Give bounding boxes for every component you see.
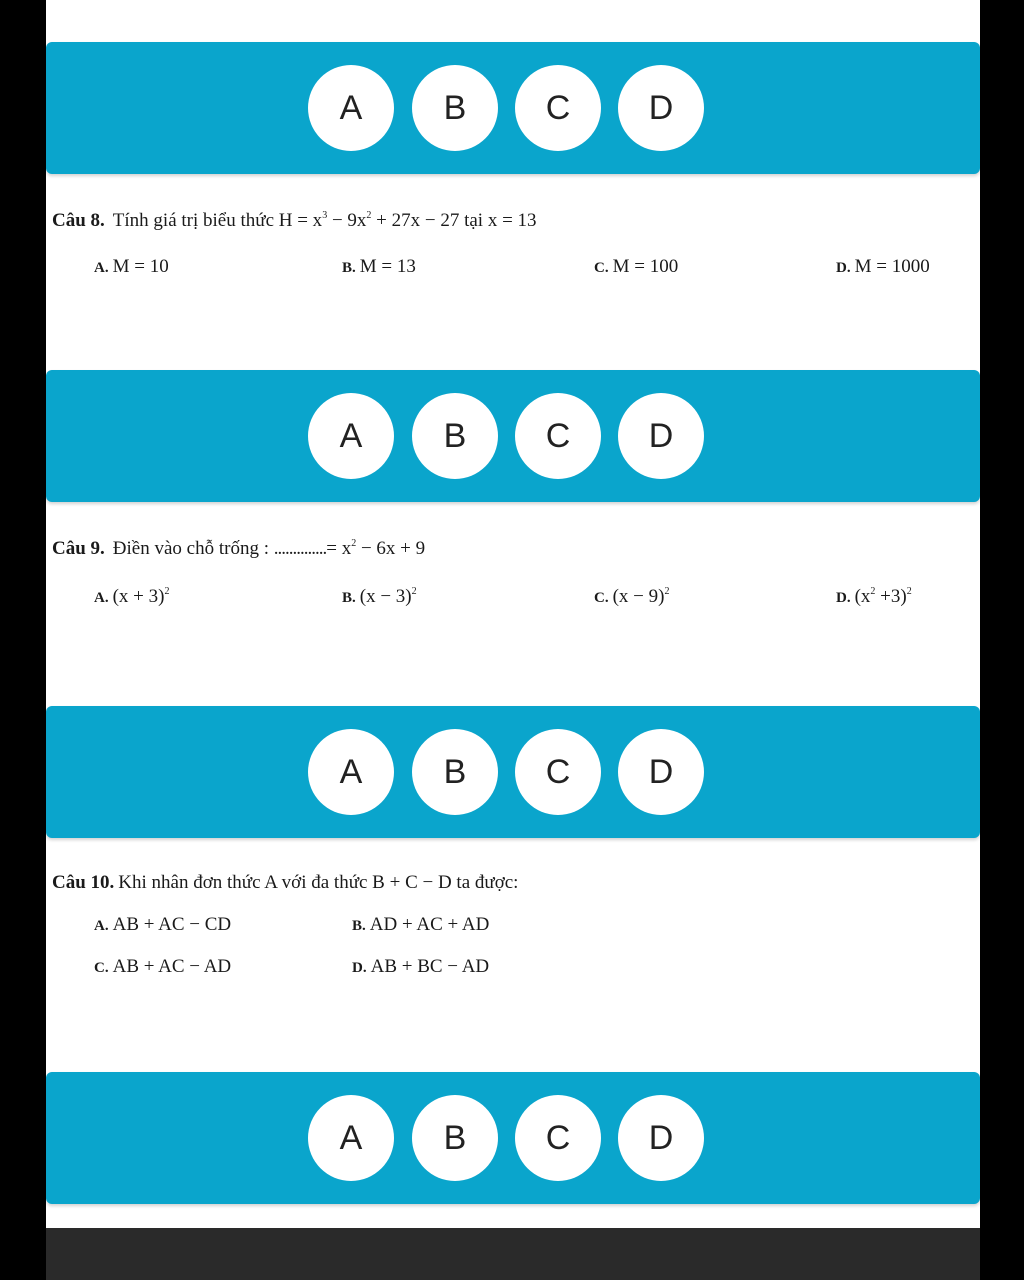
- fill-blank: ..............: [273, 538, 327, 559]
- question-10-text: Câu 10. Khi nhân đơn thức A với đa thức B + C − D ta được:: [52, 872, 519, 893]
- answer-button-d[interactable]: D: [618, 729, 704, 815]
- option-c: C. M = 100: [594, 256, 679, 277]
- bottom-navigation-bar: [46, 1228, 980, 1280]
- option-b: B. M = 13: [342, 256, 416, 277]
- answer-button-b[interactable]: B: [412, 729, 498, 815]
- option-d: D. $(x^2 +3)^2$: [836, 586, 912, 607]
- answer-button-c[interactable]: C: [515, 1095, 601, 1181]
- answer-button-b[interactable]: B: [412, 1095, 498, 1181]
- option-b: B. AD + AC + AD: [352, 914, 490, 935]
- option-d: D. M = 1000: [836, 256, 930, 277]
- option-a: A. M = 10: [94, 256, 169, 277]
- answer-button-b[interactable]: B: [412, 65, 498, 151]
- answer-bar-q10: [46, 1072, 980, 1204]
- option-d: D. AB + BC − AD: [352, 956, 490, 977]
- answer-button-a[interactable]: A: [308, 65, 394, 151]
- question-9-text: Câu 9. Điền vào chỗ trống : ..............= $x^2 - 6x + 9$: [52, 538, 426, 559]
- option-c: C. $(x - 9)^2$: [594, 586, 670, 607]
- question-number: Câu 10.: [52, 872, 115, 893]
- answer-button-a[interactable]: A: [308, 729, 394, 815]
- answer-button-c[interactable]: C: [515, 65, 601, 151]
- answer-button-d[interactable]: D: [618, 393, 704, 479]
- option-b: B. $(x - 3)^2$: [342, 586, 417, 607]
- answer-button-d[interactable]: D: [618, 65, 704, 151]
- answer-button-a[interactable]: A: [308, 393, 394, 479]
- worksheet-page: [46, 0, 980, 1228]
- option-a: A. $(x + 3)^2$: [94, 586, 170, 607]
- answer-bar-q9: [46, 706, 980, 838]
- option-a: A. AB + AC − CD: [94, 914, 232, 935]
- question-number: Câu 9.: [52, 538, 105, 559]
- answer-button-b[interactable]: B: [412, 393, 498, 479]
- answer-button-d[interactable]: D: [618, 1095, 704, 1181]
- answer-button-c[interactable]: C: [515, 729, 601, 815]
- option-c: C. AB + AC − AD: [94, 956, 232, 977]
- question-number: Câu 8.: [52, 210, 105, 231]
- answer-bar-q8: [46, 370, 980, 502]
- answer-button-c[interactable]: C: [515, 393, 601, 479]
- question-8-text: Câu 8. Tính giá trị biểu thức $H = x^3 - 9x^2 + 27x - 27$ tại x = 13: [52, 210, 537, 231]
- answer-bar-q7: [46, 42, 980, 174]
- answer-button-a[interactable]: A: [308, 1095, 394, 1181]
